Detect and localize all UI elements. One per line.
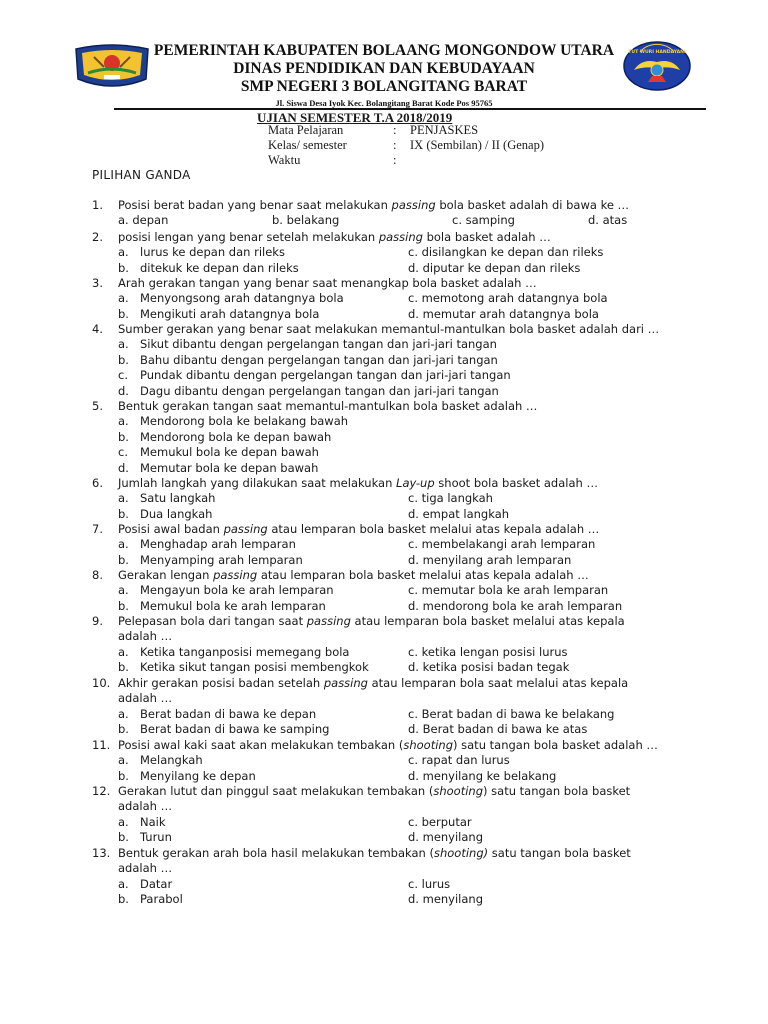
- option-c: c. samping: [452, 213, 515, 228]
- svg-text:TUT WURI HANDAYANI: TUT WURI HANDAYANI: [628, 50, 686, 55]
- option-d: d. menyilang arah lemparan: [408, 552, 572, 567]
- option-d: d. mendorong bola ke arah lemparan: [408, 598, 623, 613]
- option-a: Berat badan di bawa ke depan: [140, 706, 317, 721]
- option-d: d. menyilang ke belakang: [408, 768, 557, 783]
- question-number: 1.: [92, 198, 103, 212]
- question-text-continued: adalah …: [118, 691, 173, 706]
- question-text: Sumber gerakan yang benar saat melakukan memantul-mantulkan bola basket adalah dari …: [118, 322, 660, 336]
- option-a: Menyongsong arah datangnya bola: [140, 291, 344, 306]
- option-c: c. Berat badan di bawa ke belakang: [408, 706, 615, 721]
- option-letter: a.: [118, 706, 129, 721]
- option-letter: a.: [118, 814, 129, 829]
- option-c: Pundak dibantu dengan pergelangan tangan dan jari-jari tangan: [140, 368, 511, 383]
- question-text: posisi lengan yang benar setelah melakukan passing bola basket adalah …: [118, 230, 551, 244]
- option-b: Menyamping arah lemparan: [140, 552, 303, 567]
- option-a: Menghadap arah lemparan: [140, 537, 296, 552]
- question-text: Posisi berat badan yang benar saat melakukan passing bola basket adalah di bawa ke …: [118, 198, 630, 212]
- question-text: Posisi awal kaki saat akan melakukan tembakan (shooting) satu tangan bola basket adalah …: [118, 738, 658, 752]
- question-text-continued: adalah …: [118, 629, 173, 644]
- option-letter: a.: [118, 537, 129, 552]
- question-number: 9.: [92, 614, 103, 628]
- question-text: Bentuk gerakan tangan saat memantul-mantulkan bola basket adalah …: [118, 399, 538, 413]
- option-d: d. empat langkah: [408, 506, 510, 521]
- header-line-1: PEMERINTAH KABUPATEN BOLAANG MONGONDOW UTARA: [153, 42, 615, 59]
- option-letter: b.: [118, 830, 129, 845]
- option-d: d. menyilang: [408, 892, 484, 907]
- question-number: 8.: [92, 568, 103, 582]
- meta-label: Kelas/ semester: [268, 138, 347, 152]
- question-number: 11.: [92, 738, 111, 752]
- question-text: Arah gerakan tangan yang benar saat menangkap bola basket adalah …: [118, 276, 537, 290]
- question-number: 7.: [92, 522, 103, 536]
- option-letter: b.: [118, 260, 129, 275]
- option-letter: c.: [118, 445, 128, 460]
- option-c: c. memutar bola ke arah lemparan: [408, 583, 609, 598]
- option-b: Dua langkah: [140, 506, 213, 521]
- option-b: ditekuk ke depan dan rileks: [140, 260, 299, 275]
- header-line-3: SMP NEGERI 3 BOLANGITANG BARAT: [240, 78, 528, 95]
- option-a: Ketika tanganposisi memegang bola: [140, 644, 350, 659]
- option-a: Mengayun bola ke arah lemparan: [140, 583, 334, 598]
- tut-wuri-handayani-logo-icon: [622, 40, 692, 92]
- option-letter: d.: [118, 383, 129, 398]
- option-letter: a.: [118, 753, 129, 768]
- question-text-continued: adalah …: [118, 799, 173, 814]
- option-letter: a.: [118, 414, 129, 429]
- meta-sep: :: [393, 138, 397, 152]
- meta-label: Waktu: [268, 153, 301, 167]
- option-a: a. depan: [118, 213, 169, 228]
- option-c: c. berputar: [408, 814, 472, 829]
- option-letter: b.: [118, 429, 129, 444]
- question-text-continued: adalah …: [118, 861, 173, 876]
- option-letter: a.: [118, 245, 129, 260]
- option-letter: c.: [118, 368, 128, 383]
- question-number: 13.: [92, 846, 111, 860]
- question-number: 2.: [92, 230, 103, 244]
- option-letter: b.: [118, 722, 129, 737]
- option-b: Ketika sikut tangan posisi membengkok: [140, 660, 369, 675]
- option-a: Mendorong bola ke belakang bawah: [140, 414, 349, 429]
- option-letter: b.: [118, 598, 129, 613]
- question-text: Gerakan lengan passing atau lemparan bola basket melalui atas kepala adalah …: [118, 568, 589, 582]
- option-d: d. menyilang: [408, 830, 484, 845]
- meta-value: PENJASKES: [410, 123, 479, 137]
- option-letter: b.: [118, 552, 129, 567]
- option-d: Memutar bola ke depan bawah: [140, 460, 319, 475]
- option-letter: a.: [118, 583, 129, 598]
- option-letter: b.: [118, 660, 129, 675]
- option-letter: a.: [118, 876, 129, 891]
- option-d: Dagu dibantu dengan pergelangan tangan dan jari-jari tangan: [140, 383, 499, 398]
- option-letter: b.: [118, 892, 129, 907]
- question-number: 4.: [92, 322, 103, 336]
- question-text: Akhir gerakan posisi badan setelah passing atau lemparan bola saat melalui atas kepala: [118, 676, 629, 690]
- option-c: Memukul bola ke depan bawah: [140, 445, 319, 460]
- header-address: Jl. Siswa Desa Iyok Kec. Bolangitang Barat Kode Pos 95765: [275, 98, 493, 108]
- question-text: Pelepasan bola dari tangan saat passing atau lemparan bola basket melalui atas kepala: [118, 614, 625, 628]
- option-d: d. memutar arah datangnya bola: [408, 306, 599, 321]
- option-letter: b.: [118, 768, 129, 783]
- meta-sep: :: [393, 153, 397, 167]
- question-number: 6.: [92, 476, 103, 490]
- option-a: lurus ke depan dan rileks: [140, 245, 285, 260]
- option-c: c. ketika lengan posisi lurus: [408, 644, 568, 659]
- meta-sep: :: [393, 123, 397, 137]
- option-b: b. belakang: [272, 213, 340, 228]
- option-c: c. disilangkan ke depan dan rileks: [408, 245, 604, 260]
- question-text: Jumlah langkah yang dilakukan saat melakukan Lay-up shoot bola basket adalah …: [118, 476, 598, 490]
- question-number: 3.: [92, 276, 103, 290]
- option-b: Parabol: [140, 892, 183, 907]
- option-letter: b.: [118, 306, 129, 321]
- option-c: c. tiga langkah: [408, 491, 493, 506]
- option-letter: b.: [118, 506, 129, 521]
- option-a: Sikut dibantu dengan pergelangan tangan dan jari-jari tangan: [140, 337, 497, 352]
- question-number: 5.: [92, 399, 103, 413]
- question-number: 12.: [92, 784, 111, 798]
- option-letter: a.: [118, 337, 129, 352]
- option-b: Menyilang ke depan: [140, 768, 256, 783]
- question-text: Bentuk gerakan arah bola hasil melakukan tembakan (shooting) satu tangan bola basket: [118, 846, 631, 860]
- option-d: d. atas: [588, 213, 628, 228]
- option-letter: a.: [118, 291, 129, 306]
- option-c: c. rapat dan lurus: [408, 753, 510, 768]
- option-c: c. memotong arah datangnya bola: [408, 291, 608, 306]
- option-a: Datar: [140, 876, 173, 891]
- question-text: Posisi awal badan passing atau lemparan bola basket melalui atas kepala adalah …: [118, 522, 600, 536]
- option-letter: a.: [118, 644, 129, 659]
- option-b: Bahu dibantu dengan pergelangan tangan dan jari-jari tangan: [140, 352, 498, 367]
- option-d: d. ketika posisi badan tegak: [408, 660, 570, 675]
- option-c: c. lurus: [408, 876, 451, 891]
- option-b: Mengikuti arah datangnya bola: [140, 306, 320, 321]
- option-letter: d.: [118, 460, 129, 475]
- option-c: c. membelakangi arah lemparan: [408, 537, 596, 552]
- option-b: Mendorong bola ke depan bawah: [140, 429, 332, 444]
- option-a: Melangkah: [140, 753, 203, 768]
- option-a: Satu langkah: [140, 491, 216, 506]
- question-text: Gerakan lutut dan pinggul saat melakukan tembakan (shooting) satu tangan bola basket: [118, 784, 631, 798]
- meta-value: IX (Sembilan) / II (Genap): [410, 138, 544, 152]
- exam-title: UJIAN SEMESTER T.A 2018/2019: [257, 110, 453, 125]
- section-title: PILIHAN GANDA: [92, 168, 191, 182]
- option-letter: b.: [118, 352, 129, 367]
- option-d: d. diputar ke depan dan rileks: [408, 260, 581, 275]
- option-b: Memukul bola ke arah lemparan: [140, 598, 326, 613]
- option-letter: a.: [118, 491, 129, 506]
- option-b: Turun: [140, 830, 172, 845]
- meta-label: Mata Pelajaran: [268, 123, 344, 137]
- header-line-2: DINAS PENDIDIKAN DAN KEBUDAYAAN: [233, 60, 535, 77]
- option-b: Berat badan di bawa ke samping: [140, 722, 330, 737]
- question-number: 10.: [92, 676, 111, 690]
- option-d: d. Berat badan di bawa ke atas: [408, 722, 588, 737]
- option-a: Naik: [140, 814, 166, 829]
